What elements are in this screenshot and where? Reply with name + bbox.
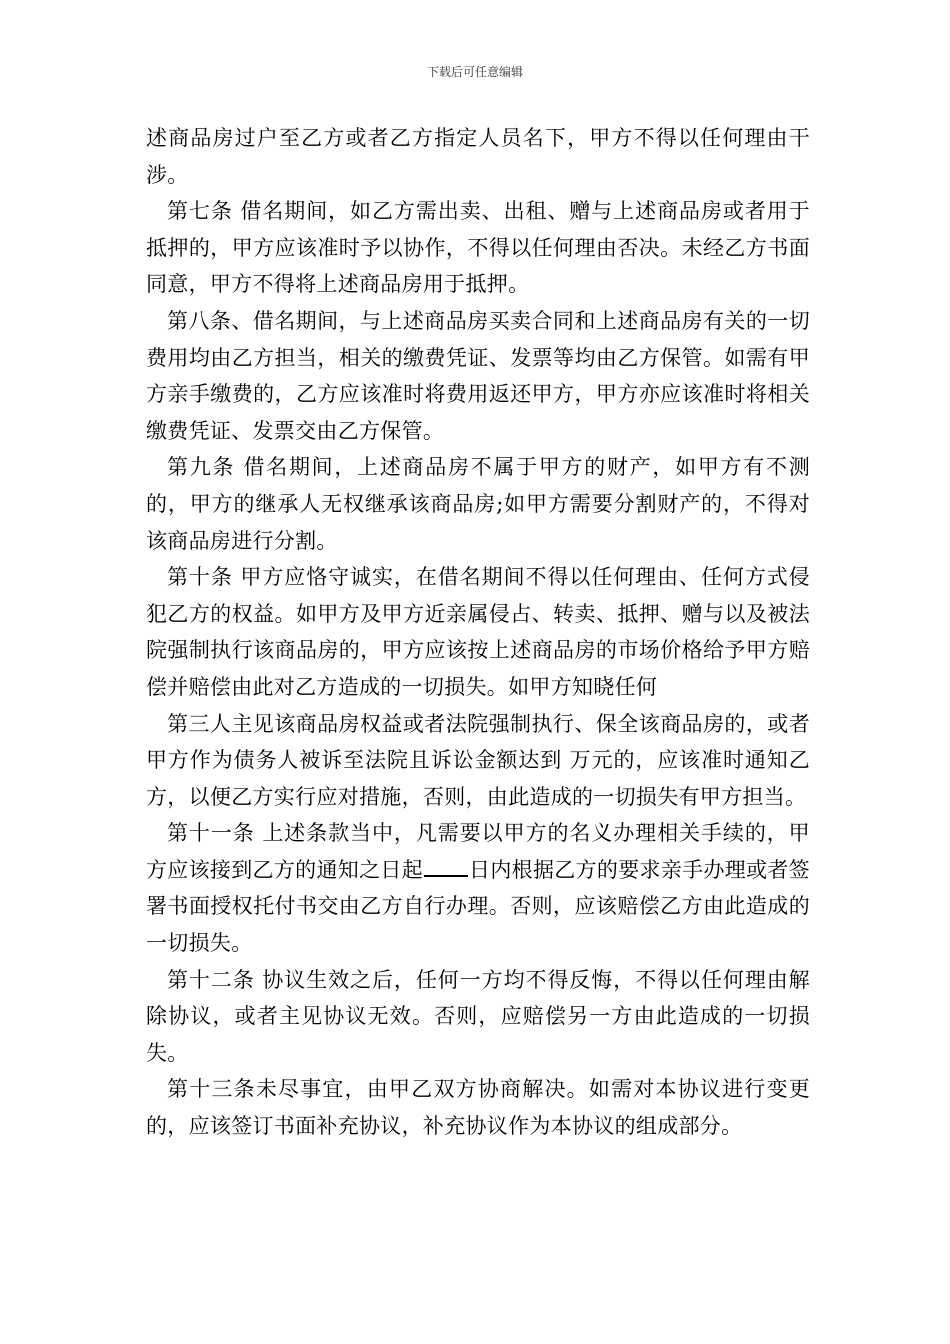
paragraph-article-13: 第十三条未尽事宜，由甲乙双方协商解决。如需对本协议进行变更的，应该签订书面补充协议，补充协议作为本协议的组成部分。 (146, 1077, 810, 1139)
fill-in-blank (424, 857, 468, 877)
paragraph-article-7: 第七条 借名期间，如乙方需出卖、出租、赠与上述商品房或者用于抵押的，甲方应该准时予以协作，不得以任何理由否决。未经乙方书面同意，甲方不得将上述商品房用于抵押。 (146, 199, 810, 297)
paragraph-article-10: 第十条 甲方应恪守诚实，在借名期间不得以任何理由、任何方式侵犯乙方的权益。如甲方及甲方近亲属侵占、转卖、抵押、赠与以及被法院强制执行该商品房的，甲方应该按上述商品房的市场价格给予甲方赔偿并赔偿由此对乙方造成的一切损失。如甲方知晓任何 (146, 565, 810, 699)
paragraph-article-11 (146, 815, 810, 961)
page-header: 下载后可任意编辑 (426, 65, 523, 79)
paragraph-article-9: 第九条 借名期间，上述商品房不属于甲方的财产，如甲方有不测的，甲方的继承人无权继承该商品房;如甲方需要分割财产的，不得对该商品房进行分割。 (146, 455, 810, 553)
paragraph-article-10-cont: 第三人主见该商品房权益或者法院强制执行、保全该商品房的，或者甲方作为债务人被诉至法院且诉讼金额达到 万元的，应该准时通知乙方，以便乙方实行应对措施，否则，由此造成的一切损失有甲方担当。 (146, 711, 810, 809)
document-body (146, 120, 810, 1145)
paragraph-article-8: 第八条、借名期间，与上述商品房买卖合同和上述商品房有关的一切费用均由乙方担当，相关的缴费凭证、发票等均由乙方保管。如需有甲方亲手缴费的，乙方应该准时将费用返还甲方，甲方亦应该准时将相关缴费凭证、发票交由乙方保管。 (146, 308, 810, 443)
article-11-text-after: 日内根据乙方的要求亲手办理或者签署书面授权托付书交由乙方自行办理。否则，应该赔偿乙方由此造成的一切损失。 (146, 857, 810, 956)
paragraph-article-12: 第十二条 协议生效之后，任何一方均不得反悔，不得以任何理由解除协议，或者主见协议无效。否则，应赔偿另一方由此造成的一切损失。 (146, 967, 810, 1065)
article-11-text-before: 第十一条 上述条款当中，凡需要以甲方的名义办理相关手续的，甲方应该接到乙方的通知之日起 (146, 821, 810, 882)
paragraph-continuation: 述商品房过户至乙方或者乙方指定人员名下，甲方不得以任何理由干涉。 (146, 126, 810, 187)
